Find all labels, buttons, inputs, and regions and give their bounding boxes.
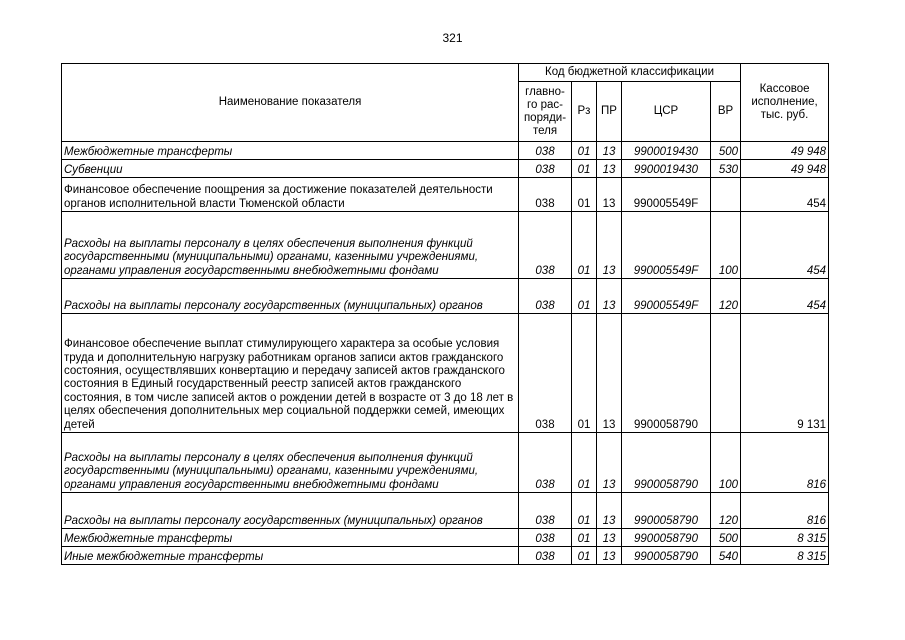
row-csr-code: 9900058790	[622, 547, 711, 565]
table-row	[62, 160, 829, 178]
budget-table	[61, 63, 829, 565]
row-csr-code: 9900058790	[622, 433, 711, 493]
row-pr-code: 13	[597, 529, 622, 547]
row-grbs-code: 038	[519, 178, 572, 212]
row-vr-code: 120	[711, 493, 741, 529]
row-vr-code: 120	[711, 279, 741, 314]
row-csr-code: 9900019430	[622, 160, 711, 178]
page-number: 321	[442, 31, 463, 45]
row-grbs-code: 038	[519, 160, 572, 178]
table-row	[62, 279, 829, 314]
row-rz-code: 01	[572, 493, 597, 529]
table-row	[62, 493, 829, 529]
header-grbs: главно-го рас-поряди-теля	[519, 82, 572, 142]
row-name: Финансовое обеспечение выплат стимулирующего характера за особые условия труда и дополнительную нагрузку работникам органов записи актов гражданского состояния, осуществлявших конвертацию и передачу записей актов гражданского состояния в Единый государственный реестр записей актов гражданского состояния, в том числе записей актов о рождении детей в возрасте от 3 до 18 лет в целях обеспечения дополнительных мер социальной поддержки семей, имеющих детей	[62, 314, 519, 433]
row-vr-code: 530	[711, 160, 741, 178]
row-vr-code	[711, 314, 741, 433]
row-amount: 8 315	[741, 529, 829, 547]
row-grbs-code: 038	[519, 433, 572, 493]
header-name: Наименование показателя	[62, 64, 519, 142]
row-amount: 49 948	[741, 160, 829, 178]
row-amount: 49 948	[741, 142, 829, 160]
header-code-group: Код бюджетной классификации	[519, 64, 741, 82]
row-name: Финансовое обеспечение поощрения за достижение показателей деятельности органов исполнительной власти Тюменской области	[62, 178, 519, 212]
row-amount: 454	[741, 279, 829, 314]
row-name: Иные межбюджетные трансферты	[62, 547, 519, 565]
row-vr-code: 100	[711, 433, 741, 493]
row-amount: 816	[741, 433, 829, 493]
header-amount: Кассовое исполнение, тыс. руб.	[741, 64, 829, 142]
row-name: Субвенции	[62, 160, 519, 178]
row-pr-code: 13	[597, 142, 622, 160]
row-pr-code: 13	[597, 279, 622, 314]
row-rz-code: 01	[572, 314, 597, 433]
row-name: Расходы на выплаты персоналу в целях обеспечения выполнения функций государственными (муниципальными) органами, казенными учреждениями, органами управления государственными внебюджетными фондами	[62, 433, 519, 493]
row-pr-code: 13	[597, 493, 622, 529]
table-row	[62, 433, 829, 493]
row-csr-code: 9900019430	[622, 142, 711, 160]
row-rz-code: 01	[572, 160, 597, 178]
row-pr-code: 13	[597, 212, 622, 279]
row-name: Межбюджетные трансферты	[62, 142, 519, 160]
row-amount: 454	[741, 178, 829, 212]
row-csr-code: 9900058790	[622, 314, 711, 433]
row-pr-code: 13	[597, 178, 622, 212]
row-rz-code: 01	[572, 178, 597, 212]
row-amount: 816	[741, 493, 829, 529]
row-name: Расходы на выплаты персоналу в целях обеспечения выполнения функций государственными (муниципальными) органами, казенными учреждениями, органами управления государственными внебюджетными фондами	[62, 212, 519, 279]
row-rz-code: 01	[572, 433, 597, 493]
row-grbs-code: 038	[519, 529, 572, 547]
row-csr-code: 990005549F	[622, 279, 711, 314]
table-row	[62, 212, 829, 279]
row-pr-code: 13	[597, 314, 622, 433]
row-vr-code: 500	[711, 142, 741, 160]
row-rz-code: 01	[572, 279, 597, 314]
row-vr-code: 100	[711, 212, 741, 279]
header-pr: ПР	[597, 82, 622, 142]
table-row	[62, 547, 829, 565]
row-csr-code: 990005549F	[622, 212, 711, 279]
row-csr-code: 990005549F	[622, 178, 711, 212]
row-rz-code: 01	[572, 529, 597, 547]
row-grbs-code: 038	[519, 142, 572, 160]
row-amount: 454	[741, 212, 829, 279]
table-row	[62, 529, 829, 547]
header-rz: Рз	[572, 82, 597, 142]
table-row	[62, 314, 829, 433]
row-pr-code: 13	[597, 160, 622, 178]
header-vr: ВР	[711, 82, 741, 142]
row-name: Межбюджетные трансферты	[62, 529, 519, 547]
row-grbs-code: 038	[519, 314, 572, 433]
row-name: Расходы на выплаты персоналу государственных (муниципальных) органов	[62, 493, 519, 529]
row-grbs-code: 038	[519, 212, 572, 279]
row-csr-code: 9900058790	[622, 529, 711, 547]
row-pr-code: 13	[597, 547, 622, 565]
row-grbs-code: 038	[519, 279, 572, 314]
row-vr-code: 540	[711, 547, 741, 565]
row-pr-code: 13	[597, 433, 622, 493]
table-body	[62, 142, 829, 565]
row-vr-code: 500	[711, 529, 741, 547]
row-rz-code: 01	[572, 142, 597, 160]
row-amount: 9 131	[741, 314, 829, 433]
table-row	[62, 142, 829, 160]
row-vr-code	[711, 178, 741, 212]
header-csr: ЦСР	[622, 82, 711, 142]
row-grbs-code: 038	[519, 493, 572, 529]
row-rz-code: 01	[572, 212, 597, 279]
table-row	[62, 178, 829, 212]
row-rz-code: 01	[572, 547, 597, 565]
row-amount: 8 315	[741, 547, 829, 565]
row-name: Расходы на выплаты персоналу государственных (муниципальных) органов	[62, 279, 519, 314]
row-csr-code: 9900058790	[622, 493, 711, 529]
row-grbs-code: 038	[519, 547, 572, 565]
